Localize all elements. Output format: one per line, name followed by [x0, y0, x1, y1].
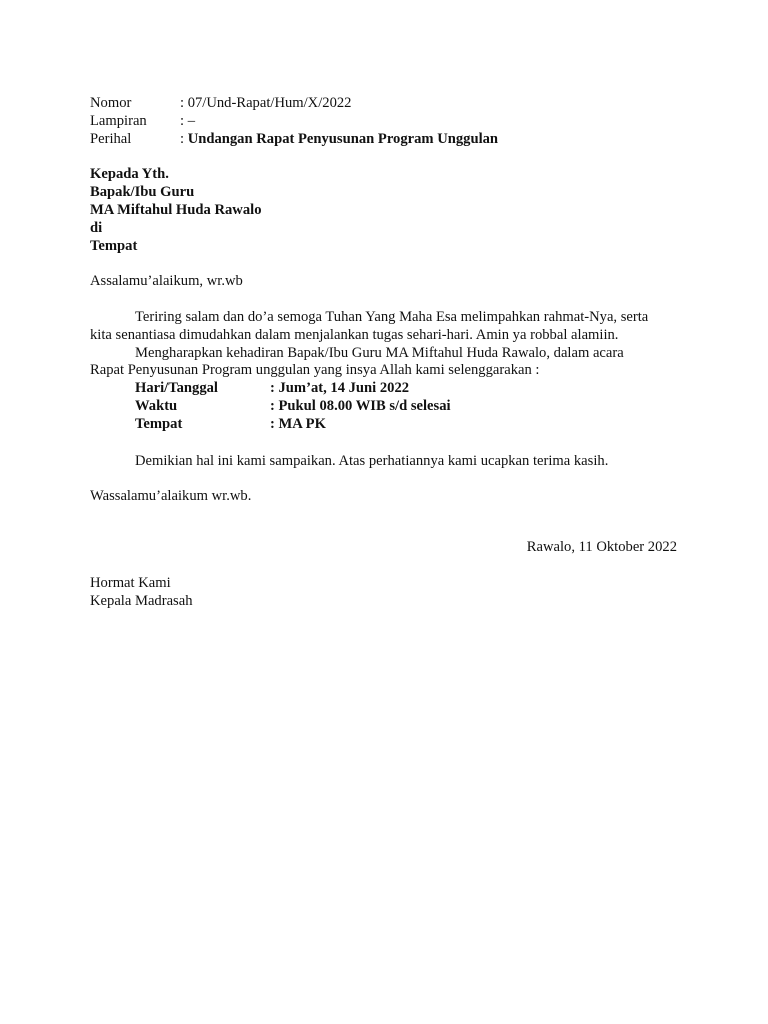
perihal-row [180, 130, 498, 148]
recipient-line-4: di [90, 220, 103, 236]
body-para1-line1: Teriring salam dan do’a semoga Tuhan Yang Maha Esa melimpahkan rahmat-Nya, serta [135, 309, 649, 325]
perihal-value: Undangan Rapat Penyusunan Program Unggulan [187, 131, 499, 147]
closing-greeting: Wassalamu’alaikum wr.wb. [90, 488, 252, 504]
perihal-label: Perihal [90, 131, 132, 147]
event-time-label: Waktu [135, 398, 178, 414]
place-date: Rawalo, 11 Oktober 2022 [526, 539, 677, 555]
perihal-colon: : [180, 131, 188, 147]
event-time-value: : Pukul 08.00 WIB s/d selesai [270, 398, 451, 414]
signature-line-2: Kepala Madrasah [90, 593, 193, 609]
body-para2-line2: Rapat Penyusunan Program unggulan yang insya Allah kami selenggarakan : [90, 362, 540, 378]
nomor-label: Nomor [90, 95, 132, 111]
lampiran-value: : – [180, 113, 195, 129]
lampiran-label: Lampiran [90, 113, 147, 129]
event-place-value: : MA PK [270, 416, 326, 432]
event-place-label: Tempat [135, 416, 183, 432]
greeting: Assalamu’alaikum, wr.wb [90, 273, 243, 289]
body-para1-line2: kita senantiasa dimudahkan dalam menjalankan tugas sehari-hari. Amin ya robbal alamiin. [90, 327, 619, 343]
recipient-line-5: Tempat [90, 238, 138, 254]
recipient-line-2: Bapak/Ibu Guru [90, 184, 195, 200]
nomor-value: : 07/Und-Rapat/Hum/X/2022 [180, 95, 352, 111]
signature-line-1: Hormat Kami [90, 575, 171, 591]
event-date-value: : Jum’at, 14 Juni 2022 [270, 380, 410, 396]
event-date-label: Hari/Tanggal [135, 380, 218, 396]
recipient-line-1: Kepada Yth. [90, 166, 169, 182]
recipient-line-3: MA Miftahul Huda Rawalo [90, 202, 262, 218]
body-para2-line1: Mengharapkan kehadiran Bapak/Ibu Guru MA Miftahul Huda Rawalo, dalam acara [135, 345, 624, 361]
closing-paragraph: Demikian hal ini kami sampaikan. Atas perhatiannya kami ucapkan terima kasih. [135, 453, 609, 469]
